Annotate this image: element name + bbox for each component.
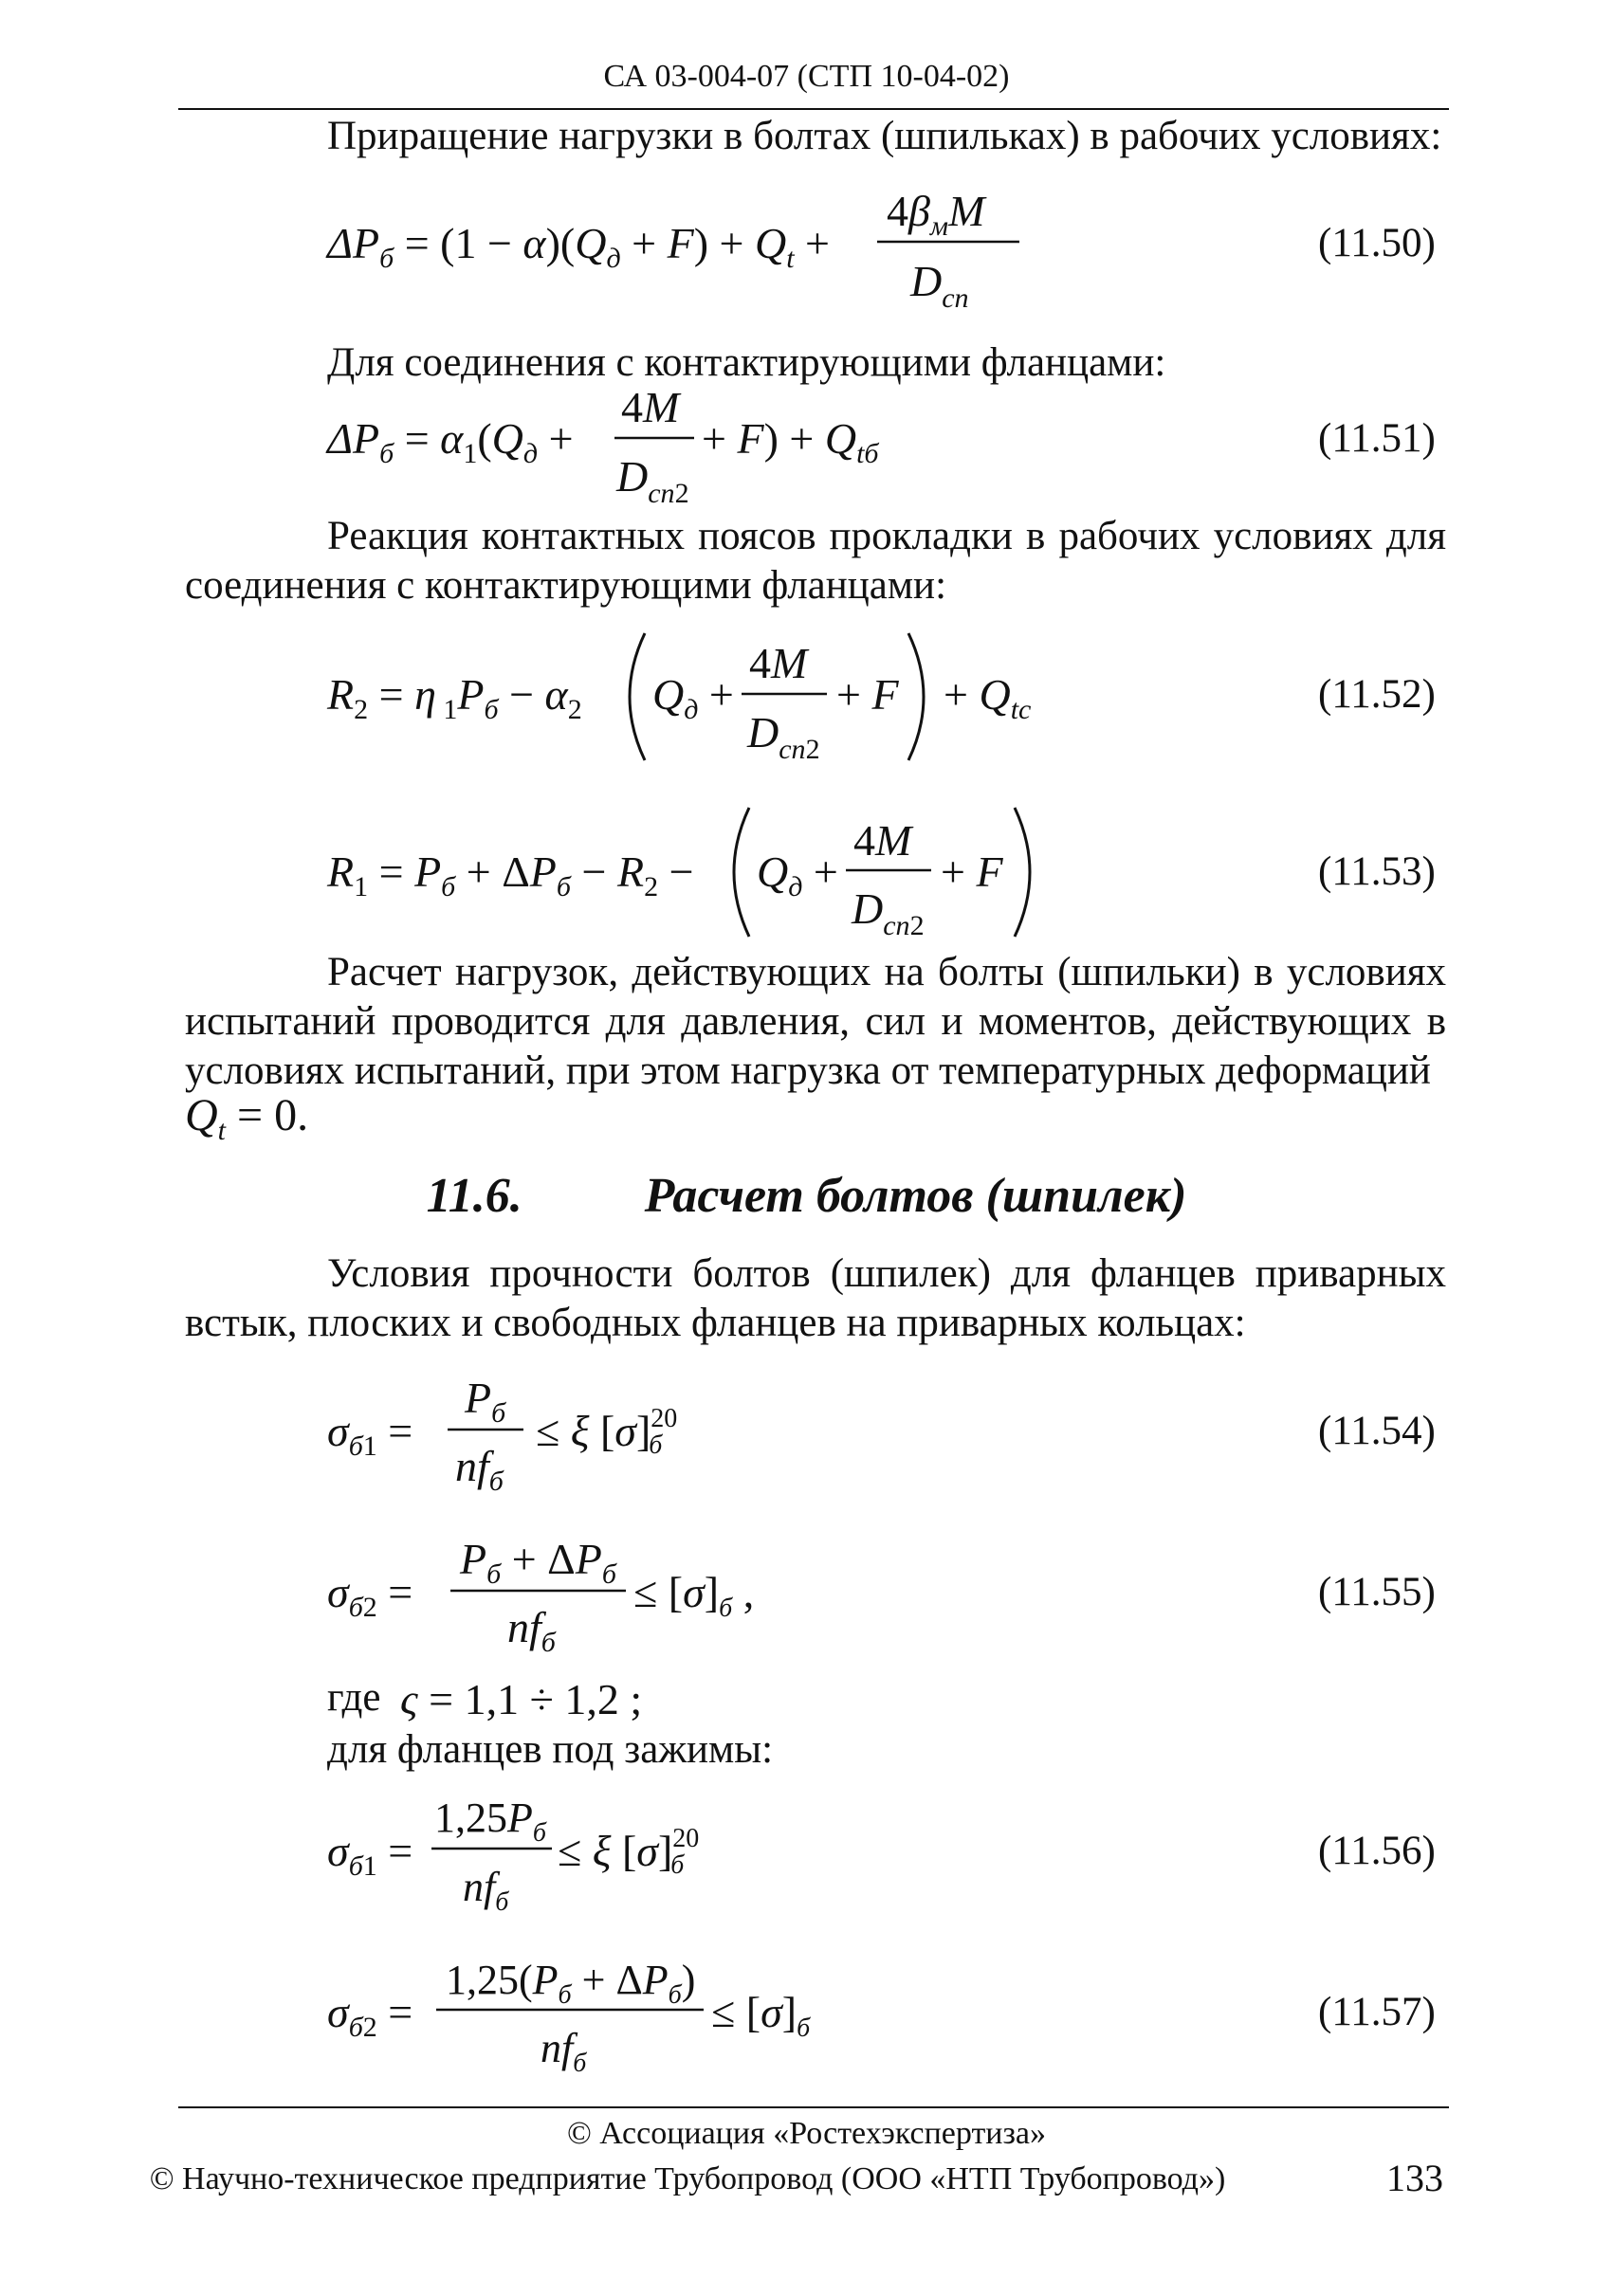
paragraph-test-conditions: Расчет нагрузок, действующих на болты (шпильки) в условиях испытаний проводится для давления, сил и моментов, действующих в условиях испытаний, при этом нагрузка от температурных деформаций bbox=[185, 950, 1446, 1093]
svg-text:ς = 1,1 ÷ 1,2 ;: ς = 1,1 ÷ 1,2 ; bbox=[400, 1675, 643, 1723]
svg-text:nfб: $nf_б$ bbox=[541, 2025, 587, 2078]
paragraph-clamp-flanges: для фланцев под зажимы: bbox=[327, 1727, 774, 1772]
svg-text:+ F) + Qtб: + $F) + Q_{tб}$ bbox=[702, 414, 879, 469]
equation-number-11-56: (11.56) bbox=[1318, 1829, 1436, 1873]
svg-text:4M: 4M bbox=[853, 816, 912, 865]
svg-text:Qд +: $Q_д$ + bbox=[652, 670, 734, 725]
svg-text:R1 = Pб + ΔPб − R2 −: $R_1 = P_б + \Delta P_б - R_2$ − bbox=[327, 847, 694, 902]
page-number: 133 bbox=[1386, 2157, 1443, 2199]
equation-number-11-57: (11.57) bbox=[1318, 1990, 1436, 2034]
svg-text:1,25(Pб + ΔPб): $1,25(P_б + \Delta P_б)$ bbox=[446, 1957, 696, 2010]
equation-number-11-51: (11.51) bbox=[1318, 416, 1436, 461]
equation-number-11-55: (11.55) bbox=[1318, 1570, 1436, 1614]
svg-text:Dсп2: $D_{сп2}$ bbox=[747, 708, 820, 765]
svg-text:Dсп: $D_{сп}$ bbox=[910, 257, 969, 314]
svg-text:nfб: $nf_б$ bbox=[507, 1603, 556, 1658]
svg-text:Qд +: $Q_д$ + bbox=[757, 847, 838, 902]
svg-text:ΔPб = α1(Qд +: $\Delta P_б = \alpha_1(Q_д$ + bbox=[327, 414, 574, 469]
svg-text:4M: 4M bbox=[621, 383, 680, 431]
footer-association: © Ассоциация «Ростехэкспертиза» bbox=[566, 2116, 1047, 2151]
equation-number-11-54: (11.54) bbox=[1318, 1409, 1436, 1453]
where-prefix: где bbox=[327, 1675, 381, 1720]
svg-text:4βмM: $4\beta_мM$ bbox=[887, 187, 985, 242]
footer-rule bbox=[178, 2106, 1449, 2108]
svg-text:R2 = η 1Pб − α2: $R_2 = \eta$ $_1P_б - \alpha_2$ bbox=[327, 670, 582, 725]
paragraph-contact-flanges: Для соединения с контактирующими фланцами: bbox=[327, 340, 1166, 385]
svg-text:1,25Pб: $1,25P_б$ bbox=[434, 1795, 546, 1848]
svg-text:+ F: + F bbox=[941, 847, 1003, 896]
svg-text:σб2 =: $\sigma_{б2}$ = bbox=[327, 1568, 413, 1623]
svg-text:Dсп2: $D_{сп2}$ bbox=[616, 452, 689, 509]
svg-text:Pб: $P_б$ bbox=[465, 1374, 506, 1429]
svg-text:nfб: $nf_б$ bbox=[455, 1442, 504, 1497]
section-title: Расчет болтов (шпилек) bbox=[644, 1169, 1187, 1223]
paragraph-gasket-reaction: Реакция контактных поясов прокладки в рабочих условиях для соединения с контактирующими фланцами: bbox=[185, 514, 1446, 608]
equation-number-11-53: (11.53) bbox=[1318, 849, 1436, 894]
svg-text:+ F: + F bbox=[836, 670, 899, 719]
svg-text:4M: 4M bbox=[749, 639, 808, 687]
svg-text:≤ ξ [σ]20б: ≤ ξ $[\sigma]^{20}$ б bbox=[558, 1824, 700, 1880]
section-number: 11.6. bbox=[426, 1169, 522, 1223]
svg-text:σб2 =: $\sigma_{б2}$ = bbox=[327, 1988, 413, 2043]
svg-text:≤ [σ]б: ≤ $[\sigma]_б$ bbox=[711, 1988, 811, 2043]
svg-text:+ Qtc: + $Q_{tc}$ bbox=[944, 670, 1032, 725]
document-code-header: СА 03-004-07 (СТП 10-04-02) bbox=[603, 59, 1010, 94]
svg-text:ΔPб = (1 − α)(Qд + F) + Qt +: $\Delta P_б = (1 - \alpha)(Q_д + F) + Q_t$ + bbox=[327, 219, 830, 274]
svg-text:nfб: $nf_б$ bbox=[463, 1864, 509, 1917]
footer-company: © Научно-техническое предприятие Трубопровод (ООО «НТП Трубопровод») bbox=[149, 2161, 1226, 2196]
svg-text:σб1 =: $\sigma_{б1}$ = bbox=[327, 1827, 413, 1882]
equation-number-11-50: (11.50) bbox=[1318, 221, 1436, 265]
svg-text:Qt = 0.: $Q_t = 0$. bbox=[185, 1090, 309, 1146]
svg-text:Dсп2: $D_{сп2}$ bbox=[852, 884, 925, 941]
svg-text:≤ [σ]б ,: ≤ $[\sigma]_б$ , bbox=[633, 1568, 755, 1623]
equation-number-11-52: (11.52) bbox=[1318, 672, 1436, 717]
svg-text:Pб + ΔPб: $P_б + \Delta P_б$ bbox=[460, 1535, 616, 1590]
svg-text:σб1 =: $\sigma_{б1}$ = bbox=[327, 1407, 413, 1462]
svg-text:≤ ξ [σ]20б: ≤ ξ $[\sigma]^{20}$ б bbox=[536, 1404, 678, 1460]
paragraph-bolt-strength: Условия прочности болтов (шпилек) для фланцев приварных встык, плоских и свободных фланцев на приварных кольцах: bbox=[185, 1251, 1446, 1345]
paragraph-load-increment: Приращение нагрузки в болтах (шпильках) в рабочих условиях: bbox=[327, 114, 1442, 158]
